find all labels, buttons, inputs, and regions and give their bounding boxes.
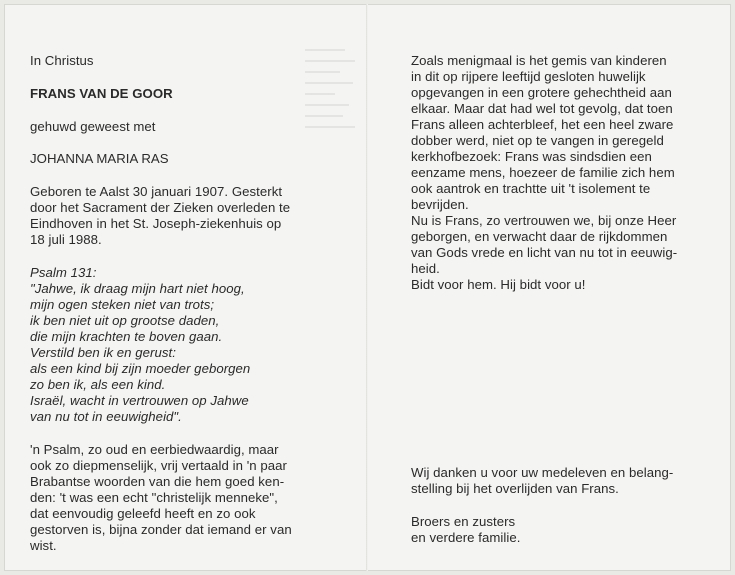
paragraph-line: heid. bbox=[411, 261, 440, 276]
paragraph-line: geborgen, en verwacht daar de rijkdommen bbox=[411, 229, 668, 244]
signature-line: en verdere familie. bbox=[411, 530, 521, 545]
psalm-line: als een kind bij zijn moeder geborgen bbox=[30, 361, 251, 376]
psalm-line: Israël, wacht in vertrouwen op Jahwe bbox=[30, 393, 249, 408]
heading: In Christus bbox=[30, 53, 94, 68]
married-intro: gehuwd geweest met bbox=[30, 119, 156, 134]
psalm-line: mijn ogen steken niet van trots; bbox=[30, 297, 215, 312]
bio-line: Eindhoven in het St. Joseph-ziekenhuis op bbox=[30, 216, 282, 231]
paragraph-line: Frans alleen achterbleef, het een heel zware bbox=[411, 117, 674, 132]
signature-line: Broers en zusters bbox=[411, 514, 516, 529]
reflection-line: Brabantse woorden van die hem goed ken- bbox=[30, 474, 285, 489]
psalm-line: die mijn krachten te boven gaan. bbox=[30, 329, 223, 344]
paragraph-line: opgevangen in een grotere gehechtheid aan bbox=[411, 85, 672, 100]
bio-line: Geboren te Aalst 30 januari 1907. Gesterkt bbox=[30, 184, 283, 199]
thanks-line: Wij danken u voor uw medeleven en belang- bbox=[411, 465, 674, 480]
reflection-line: ook zo diepmenselijk, vrij vertaald in 'n paar bbox=[30, 458, 287, 473]
paragraph-line: eenzame mens, hoezeer de familie zich hem bbox=[411, 165, 675, 180]
paragraph-line: in dit op rijpere leeftijd gesloten huwelijk bbox=[411, 69, 646, 84]
bio-line: 18 juli 1988. bbox=[30, 232, 102, 247]
psalm-line: Verstild ben ik en gerust: bbox=[30, 345, 176, 360]
card-fold bbox=[366, 4, 368, 571]
paragraph-line: Zoals menigmaal is het gemis van kinderen bbox=[411, 53, 667, 68]
paragraph-line: ook aantrok en trachtte uit 't isolement te bbox=[411, 181, 651, 196]
paragraph-line: bevrijden. bbox=[411, 197, 469, 212]
reflection-line: dat eenvoudig geleefd heeft en zo ook bbox=[30, 506, 256, 521]
psalm-line: zo ben ik, als een kind. bbox=[30, 377, 166, 392]
spouse-name: JOHANNA MARIA RAS bbox=[30, 151, 169, 166]
psalm-title: Psalm 131: bbox=[30, 265, 97, 280]
paragraph-line: dobber werd, niet op te vangen in geregeld bbox=[411, 133, 664, 148]
paragraph-line: kerkhofbezoek: Frans was sindsdien een bbox=[411, 149, 652, 164]
thanks-line: stelling bij het overlijden van Frans. bbox=[411, 481, 619, 496]
psalm-line: van nu tot in eeuwigheid". bbox=[30, 409, 182, 424]
reflection-line: wist. bbox=[30, 538, 57, 553]
psalm-line: "Jahwe, ik draag mijn hart niet hoog, bbox=[30, 281, 245, 296]
prayer-line: Bidt voor hem. Hij bidt voor u! bbox=[411, 277, 586, 292]
reflection-line: 'n Psalm, zo oud en eerbiedwaardig, maar bbox=[30, 442, 279, 457]
reflection-line: den: 't was een echt "christelijk menneke", bbox=[30, 490, 278, 505]
psalm-line: ik ben niet uit op grootse daden, bbox=[30, 313, 220, 328]
reflection-line: gestorven is, bijna zonder dat iemand er van bbox=[30, 522, 292, 537]
bleed-through-text bbox=[305, 40, 360, 160]
paragraph-line: elkaar. Maar dat had wel tot gevolg, dat toen bbox=[411, 101, 673, 116]
paragraph-line: van Gods vrede en licht van nu tot in eeuwig- bbox=[411, 245, 678, 260]
bio-line: door het Sacrament der Zieken overleden te bbox=[30, 200, 291, 215]
paragraph-line: Nu is Frans, zo vertrouwen we, bij onze Heer bbox=[411, 213, 677, 228]
deceased-name: FRANS VAN DE GOOR bbox=[30, 86, 173, 101]
